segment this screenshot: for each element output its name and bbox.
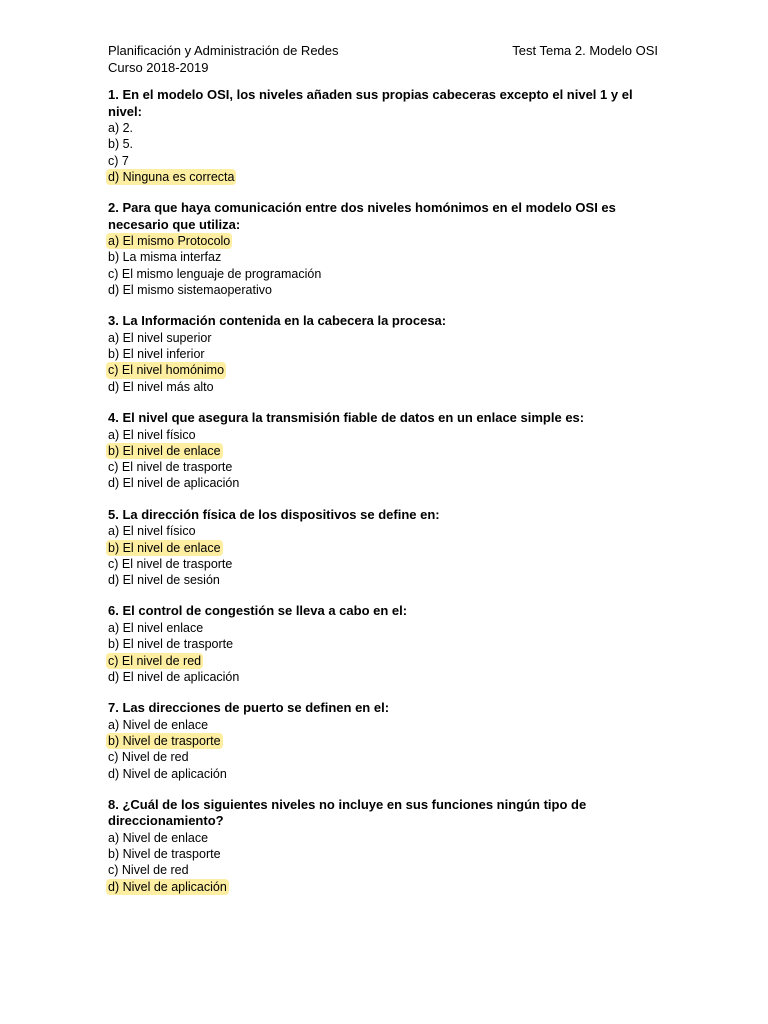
answer-option: a) Nivel de enlace bbox=[108, 830, 209, 845]
answer-option: d) Nivel de aplicación bbox=[108, 766, 227, 781]
correct-answer-option: d) Nivel de aplicación bbox=[108, 879, 227, 894]
question-block bbox=[108, 700, 658, 782]
answer-option: d) El mismo sistemaoperativo bbox=[108, 283, 272, 298]
course-year: Curso 2018-2019 bbox=[108, 60, 209, 75]
answer-option: a) Nivel de enlace bbox=[108, 717, 209, 732]
answer-option: d) El nivel de aplicación bbox=[108, 669, 240, 684]
answer-options bbox=[108, 233, 658, 298]
answer-option: c) El mismo lenguaje de programación bbox=[108, 266, 322, 281]
answer-option: c) Nivel de red bbox=[108, 863, 189, 878]
answer-options bbox=[108, 830, 658, 895]
correct-answer-option: c) El nivel de red bbox=[108, 653, 202, 668]
answer-option: b) Nivel de trasporte bbox=[108, 847, 221, 862]
answer-option: c) 7 bbox=[108, 153, 129, 168]
answer-option: b) El nivel de trasporte bbox=[108, 637, 234, 652]
answer-option: b) 5. bbox=[108, 137, 134, 152]
answer-option: a) El nivel físico bbox=[108, 427, 196, 442]
question-block bbox=[108, 507, 658, 589]
question-text: 4. El nivel que asegura la transmisión fiable de datos en un enlace simple es: bbox=[108, 410, 585, 426]
correct-answer-option: c) El nivel homónimo bbox=[108, 363, 225, 378]
answer-option: b) El nivel inferior bbox=[108, 347, 205, 362]
question-text: 1. En el modelo OSI, los niveles añaden sus propias cabeceras excepto el nivel 1 y el nivel: bbox=[108, 87, 633, 119]
page-header bbox=[108, 42, 658, 76]
header-right bbox=[512, 42, 658, 76]
question-list bbox=[108, 87, 658, 895]
question-block bbox=[108, 87, 658, 185]
correct-answer-option: a) El mismo Protocolo bbox=[108, 234, 231, 249]
question-text: 3. La Información contenida en la cabecera la procesa: bbox=[108, 313, 447, 329]
question-block bbox=[108, 410, 658, 492]
question-text: 5. La dirección física de los dispositivos se define en: bbox=[108, 506, 440, 522]
question-text: 8. ¿Cuál de los siguientes niveles no incluye en sus funciones ningún tipo de direccionamiento? bbox=[108, 796, 587, 829]
answer-option: a) El nivel superior bbox=[108, 330, 212, 345]
header-left bbox=[108, 42, 339, 76]
answer-options bbox=[108, 330, 658, 395]
correct-answer-option: d) Ninguna es correcta bbox=[108, 169, 235, 184]
question-block bbox=[108, 200, 658, 298]
question-text: 7. Las direcciones de puerto se definen en el: bbox=[108, 700, 390, 716]
answer-option: b) La misma interfaz bbox=[108, 250, 222, 265]
test-title: Test Tema 2. Modelo OSI bbox=[512, 43, 658, 58]
course-name: Planificación y Administración de Redes bbox=[108, 43, 339, 58]
question-block bbox=[108, 313, 658, 395]
answer-options bbox=[108, 523, 658, 588]
answer-option: c) Nivel de red bbox=[108, 750, 189, 765]
answer-options bbox=[108, 717, 658, 782]
correct-answer-option: b) El nivel de enlace bbox=[108, 540, 221, 555]
answer-option: d) El nivel de aplicación bbox=[108, 476, 240, 491]
answer-option: a) El nivel enlace bbox=[108, 620, 204, 635]
question-block bbox=[108, 603, 658, 685]
answer-options bbox=[108, 427, 658, 492]
answer-option: a) 2. bbox=[108, 121, 134, 135]
correct-answer-option: b) Nivel de trasporte bbox=[108, 733, 221, 748]
answer-option: d) El nivel más alto bbox=[108, 379, 214, 394]
question-text: 6. El control de congestión se lleva a cabo en el: bbox=[108, 603, 408, 619]
question-text: 2. Para que haya comunicación entre dos niveles homónimos en el modelo OSI es necesario que utiliza: bbox=[108, 200, 616, 232]
answer-options bbox=[108, 620, 658, 685]
question-block bbox=[108, 797, 658, 895]
answer-option: d) El nivel de sesión bbox=[108, 573, 220, 588]
answer-options bbox=[108, 120, 658, 185]
answer-option: c) El nivel de trasporte bbox=[108, 556, 233, 571]
correct-answer-option: b) El nivel de enlace bbox=[108, 443, 221, 458]
answer-option: a) El nivel físico bbox=[108, 524, 196, 539]
answer-option: c) El nivel de trasporte bbox=[108, 460, 233, 475]
